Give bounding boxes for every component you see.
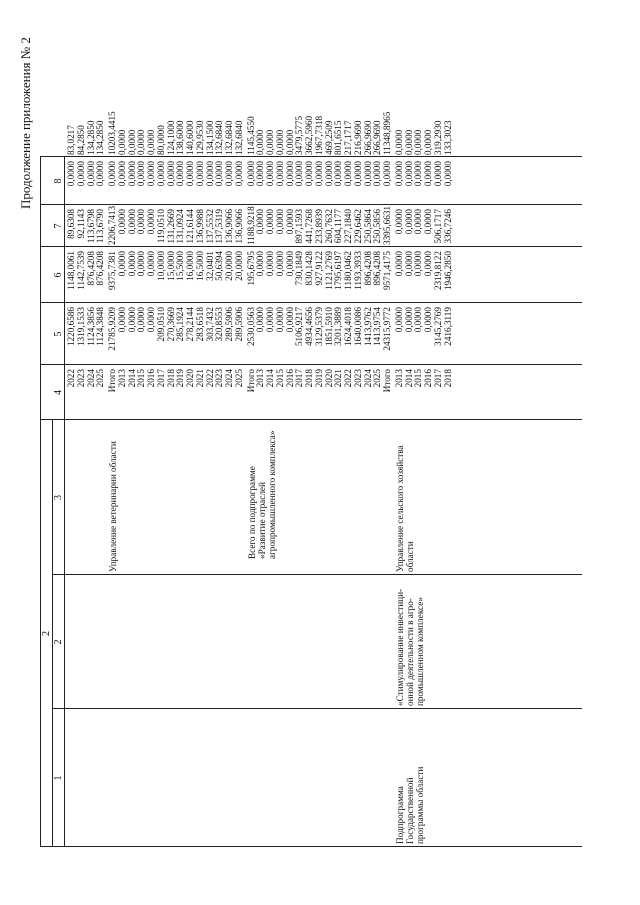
value-cell: 0,0000 bbox=[265, 161, 275, 187]
value-cell: 0,0000 bbox=[393, 307, 404, 333]
value-cell: 137,5319 bbox=[214, 209, 225, 244]
value-cell: 0,0000 bbox=[294, 161, 305, 187]
value-cell: 0,0000 bbox=[265, 209, 275, 235]
column-border bbox=[40, 156, 582, 157]
year-cell: 2016 bbox=[423, 369, 433, 388]
value-cell: 0,0000 bbox=[413, 307, 424, 333]
value-cell: 0,0000 bbox=[274, 129, 285, 155]
value-cell: 730,1849 bbox=[294, 251, 305, 286]
value-cell: 0,0000 bbox=[403, 251, 414, 277]
value-cell: 0,0000 bbox=[146, 161, 156, 187]
value-cell: 50,6394 bbox=[214, 251, 225, 281]
value-cell: 506,1717 bbox=[432, 209, 443, 244]
value-cell: 2206,7413 bbox=[107, 205, 117, 245]
value-cell: 927,9122 bbox=[313, 251, 324, 286]
value-cell: 260,7632 bbox=[323, 209, 334, 244]
column-number: 1 bbox=[53, 775, 64, 781]
value-cell: 0,0000 bbox=[423, 129, 433, 155]
value-cell: 0,0000 bbox=[423, 161, 433, 187]
value-cell: 0,0000 bbox=[255, 251, 266, 277]
value-cell: 217,1717 bbox=[343, 120, 353, 155]
value-cell: 1967,7318 bbox=[313, 115, 324, 155]
year-cell: 2017 bbox=[432, 369, 443, 388]
value-cell: 0,0000 bbox=[403, 161, 414, 187]
column-number: 2 bbox=[53, 639, 64, 645]
value-cell: 0,0000 bbox=[175, 161, 186, 187]
value-cell: 3129,5379 bbox=[313, 307, 324, 347]
column-border bbox=[40, 364, 582, 365]
subprogram-name: онной деятельности в агро- bbox=[404, 598, 415, 706]
value-cell: 0,0000 bbox=[136, 161, 147, 187]
executor-name: «Развитие отраслей bbox=[256, 482, 267, 559]
appendix-title: Продолжение приложения № 2 bbox=[18, 37, 33, 209]
value-cell: 0,0000 bbox=[403, 307, 414, 333]
column-border bbox=[40, 419, 582, 420]
value-cell: 1121,2769 bbox=[323, 251, 334, 290]
year-cell: 2013 bbox=[393, 369, 404, 388]
value-cell: 0,0000 bbox=[116, 307, 127, 333]
value-cell: 1142,7539 bbox=[75, 251, 86, 290]
value-cell: 250,5864 bbox=[362, 209, 373, 244]
executor-name: агропромышленного комплекса» bbox=[266, 430, 277, 559]
value-cell: 0,0000 bbox=[214, 161, 225, 187]
value-cell: 0,0000 bbox=[155, 161, 166, 187]
value-cell: 132,6840 bbox=[233, 120, 244, 155]
value-cell: 0,0000 bbox=[393, 251, 404, 277]
value-cell: 3395,6631 bbox=[382, 205, 392, 245]
value-cell: 21785,9209 bbox=[107, 307, 117, 351]
value-cell: 0,0000 bbox=[442, 161, 453, 187]
value-cell: 195,6795 bbox=[245, 251, 256, 286]
value-cell: 92,1143 bbox=[75, 209, 86, 239]
year-cell: 2024 bbox=[85, 369, 96, 388]
value-cell: 131,0924 bbox=[175, 209, 186, 244]
value-cell: 1180,0462 bbox=[343, 251, 353, 290]
value-cell: 1145,4550 bbox=[245, 116, 256, 155]
value-cell: 24315,9772 bbox=[382, 307, 392, 351]
year-cell: 2018 bbox=[165, 369, 176, 388]
value-cell: 604,1177 bbox=[333, 209, 344, 244]
year-cell: 2019 bbox=[313, 369, 324, 388]
value-cell: 16,0000 bbox=[185, 251, 195, 281]
value-cell: 0,0000 bbox=[146, 307, 156, 333]
year-cell: 2014 bbox=[126, 369, 137, 388]
value-cell: 0,0000 bbox=[274, 209, 285, 235]
column-number: 3 bbox=[53, 495, 64, 500]
value-cell: 0,0000 bbox=[274, 251, 285, 277]
value-cell: 1148,0061 bbox=[66, 251, 76, 290]
value-cell: 0,0000 bbox=[204, 161, 215, 187]
value-cell: 4934,4656 bbox=[304, 307, 314, 347]
value-cell: 896,4208 bbox=[372, 251, 383, 286]
value-cell: 0,0000 bbox=[136, 129, 147, 155]
value-cell: 0,0000 bbox=[255, 161, 266, 187]
value-cell: 0,0000 bbox=[304, 161, 314, 187]
value-cell: 1188,9218 bbox=[245, 206, 256, 245]
header-bottom-border bbox=[64, 157, 65, 847]
value-cell: 3145,2769 bbox=[432, 307, 443, 347]
value-cell: 129,9530 bbox=[194, 120, 205, 155]
value-cell: 0,0000 bbox=[372, 161, 383, 187]
value-cell: 134,2850 bbox=[85, 120, 96, 155]
value-cell: 0,0000 bbox=[255, 129, 266, 155]
year-cell: 2016 bbox=[146, 369, 156, 388]
value-cell: 9375,7381 bbox=[107, 251, 117, 291]
value-cell: 303,7432 bbox=[204, 307, 215, 342]
value-cell: 136,9066 bbox=[224, 209, 234, 244]
value-cell: 1220,6586 bbox=[66, 307, 76, 347]
value-cell: 9571,4175 bbox=[382, 251, 392, 291]
value-cell: 11348,8965 bbox=[382, 111, 392, 155]
column-border bbox=[40, 302, 582, 303]
value-cell: 227,1840 bbox=[343, 209, 353, 244]
value-cell: 0,0000 bbox=[362, 161, 373, 187]
value-cell: 283,6518 bbox=[194, 307, 205, 342]
value-cell: 0,0000 bbox=[116, 251, 127, 277]
value-cell: 0,0000 bbox=[85, 161, 96, 187]
column-border bbox=[40, 204, 582, 205]
value-cell: 0,0000 bbox=[423, 251, 433, 277]
year-cell: 2019 bbox=[175, 369, 186, 388]
value-cell: 319,2930 bbox=[432, 120, 443, 155]
value-cell: 469,2509 bbox=[323, 120, 334, 155]
year-cell: 2024 bbox=[224, 369, 234, 388]
value-cell: 336,7246 bbox=[442, 209, 453, 244]
value-cell: 266,9690 bbox=[362, 120, 373, 155]
column-border bbox=[40, 846, 582, 847]
value-cell: 0,0000 bbox=[343, 161, 353, 187]
value-cell: 320,8553 bbox=[214, 307, 225, 342]
year-cell: 2024 bbox=[362, 369, 373, 388]
value-cell: 136,9066 bbox=[233, 209, 244, 244]
value-cell: 133,3023 bbox=[442, 120, 453, 155]
executor-name: Всего по подпрограмме bbox=[246, 466, 257, 559]
value-cell: 0,0000 bbox=[382, 161, 392, 187]
value-cell: 0,0000 bbox=[323, 161, 334, 187]
value-cell: 0,0000 bbox=[95, 161, 106, 187]
value-cell: 138,6000 bbox=[175, 120, 186, 155]
value-cell: 0,0000 bbox=[265, 251, 275, 277]
value-cell: 0,0000 bbox=[265, 307, 275, 333]
value-cell: 2530,0563 bbox=[245, 307, 256, 347]
year-cell: 2017 bbox=[155, 369, 166, 388]
value-cell: 0,0000 bbox=[165, 161, 176, 187]
value-cell: 1624,4018 bbox=[343, 307, 353, 347]
value-cell: 0,0000 bbox=[66, 161, 76, 187]
value-cell: 0,0000 bbox=[255, 307, 266, 333]
year-cell: 2023 bbox=[352, 369, 363, 388]
year-cell: 2018 bbox=[442, 369, 453, 388]
value-cell: 278,2144 bbox=[185, 307, 195, 342]
value-cell: 266,9690 bbox=[372, 120, 383, 155]
year-cell: 2016 bbox=[284, 369, 295, 388]
value-cell: 876,4208 bbox=[85, 251, 96, 286]
value-cell: 0,0000 bbox=[126, 307, 137, 333]
value-cell: 119,0510 bbox=[155, 209, 166, 244]
value-cell: 20,0000 bbox=[224, 251, 234, 281]
value-cell: 229,6462 bbox=[352, 209, 363, 244]
value-cell: 0,0000 bbox=[393, 209, 404, 235]
column-number: 6 bbox=[53, 272, 64, 278]
value-cell: 3479,5775 bbox=[294, 115, 305, 155]
year-cell: 2020 bbox=[323, 369, 334, 388]
value-cell: 0,0000 bbox=[393, 161, 404, 187]
year-cell: 2021 bbox=[333, 369, 344, 388]
value-cell: 134,1500 bbox=[204, 120, 215, 155]
value-cell: 131,2669 bbox=[165, 209, 176, 244]
value-cell: 2319,8122 bbox=[432, 251, 443, 291]
value-cell: 0,0000 bbox=[146, 129, 156, 155]
value-cell: 0,0000 bbox=[116, 209, 127, 235]
value-cell: 209,0510 bbox=[155, 307, 166, 342]
year-cell: 2022 bbox=[204, 369, 215, 388]
value-cell: 132,6840 bbox=[224, 120, 234, 155]
value-cell: 0,0000 bbox=[146, 251, 156, 277]
value-cell: 0,0000 bbox=[245, 161, 256, 187]
value-cell: 0,0000 bbox=[284, 251, 295, 277]
value-cell: 0,0000 bbox=[403, 209, 414, 235]
value-cell: 0,0000 bbox=[107, 161, 117, 187]
value-cell: 0,0000 bbox=[136, 251, 147, 277]
value-cell: 132,6840 bbox=[214, 120, 225, 155]
value-cell: 113,6790 bbox=[95, 209, 106, 244]
value-cell: 0,0000 bbox=[194, 161, 205, 187]
value-cell: 1193,3933 bbox=[352, 251, 363, 290]
value-cell: 3662,5960 bbox=[304, 115, 314, 155]
value-cell: 285,1924 bbox=[175, 307, 186, 342]
value-cell: 0,0000 bbox=[224, 161, 234, 187]
value-cell: 0,0000 bbox=[432, 161, 443, 187]
year-cell: Итого bbox=[382, 369, 392, 393]
column-number: 5 bbox=[53, 331, 64, 337]
year-cell: 2025 bbox=[372, 369, 383, 388]
value-cell: 0,0000 bbox=[284, 209, 295, 235]
value-cell: 0,0000 bbox=[423, 307, 433, 333]
value-cell: 16,5000 bbox=[194, 251, 205, 281]
value-cell: 84,2850 bbox=[75, 125, 86, 155]
year-cell: 2025 bbox=[95, 369, 106, 388]
value-cell: 134,2850 bbox=[95, 120, 106, 155]
column-number: 8 bbox=[53, 178, 64, 184]
value-cell: 3201,3889 bbox=[333, 307, 344, 347]
value-cell: 289,5906 bbox=[233, 307, 244, 342]
value-cell: 0,0000 bbox=[185, 161, 195, 187]
program-name: программы области bbox=[414, 766, 425, 844]
value-cell: 216,9690 bbox=[352, 120, 363, 155]
year-cell: 2022 bbox=[343, 369, 353, 388]
value-cell: 801,6515 bbox=[333, 120, 344, 155]
value-cell: 0,0000 bbox=[413, 209, 424, 235]
value-cell: 0,0000 bbox=[333, 161, 344, 187]
value-cell: 0,0000 bbox=[413, 129, 424, 155]
year-cell: 2014 bbox=[403, 369, 414, 388]
year-cell: 2022 bbox=[66, 369, 76, 388]
value-cell: 0,0000 bbox=[233, 161, 244, 187]
value-cell: 140,6000 bbox=[185, 120, 195, 155]
value-cell: 124,1000 bbox=[165, 120, 176, 155]
value-cell: 0,0000 bbox=[413, 161, 424, 187]
year-cell: 2021 bbox=[194, 369, 205, 388]
value-cell: 0,0000 bbox=[136, 307, 147, 333]
value-cell: 0,0000 bbox=[265, 129, 275, 155]
value-cell: 0,0000 bbox=[126, 209, 137, 235]
header-merged-label: 2 bbox=[41, 631, 52, 636]
value-cell: 0,0000 bbox=[116, 129, 127, 155]
value-cell: 1640,0086 bbox=[352, 307, 363, 347]
value-cell: 0,0000 bbox=[255, 209, 266, 235]
value-cell: 0,0000 bbox=[274, 161, 285, 187]
value-cell: 0,0000 bbox=[284, 161, 295, 187]
value-cell: 15,0000 bbox=[165, 251, 176, 281]
value-cell: 0,0000 bbox=[274, 307, 285, 333]
program-name: Государственной bbox=[404, 777, 415, 844]
year-cell: 2018 bbox=[304, 369, 314, 388]
column-number: 7 bbox=[53, 223, 64, 229]
year-cell: Итого bbox=[245, 369, 256, 393]
value-cell: 0,0000 bbox=[423, 209, 433, 235]
executor-name: Управление ветеринарии области bbox=[108, 441, 118, 572]
value-cell: 10203,4415 bbox=[107, 111, 117, 155]
column-border bbox=[52, 574, 582, 575]
year-cell: 2014 bbox=[265, 369, 275, 388]
value-cell: 15,5000 bbox=[175, 251, 186, 281]
value-cell: 0,0000 bbox=[136, 209, 147, 235]
year-cell: 2023 bbox=[214, 369, 225, 388]
executor-name: области bbox=[404, 541, 415, 572]
subprogram-name: промышленном комплексе» bbox=[414, 597, 425, 706]
value-cell: 80,0000 bbox=[155, 125, 166, 155]
value-cell: 20,0000 bbox=[233, 251, 244, 281]
year-cell: 2013 bbox=[255, 369, 266, 388]
value-cell: 250,5856 bbox=[372, 209, 383, 244]
value-cell: 896,4208 bbox=[362, 251, 373, 286]
value-cell: 0,0000 bbox=[146, 209, 156, 235]
year-cell: Итого bbox=[107, 369, 117, 393]
year-cell: 2015 bbox=[413, 369, 424, 388]
value-cell: 121,6144 bbox=[185, 209, 195, 244]
value-cell: 0,0000 bbox=[126, 251, 137, 277]
value-cell: 897,1593 bbox=[294, 209, 305, 244]
value-cell: 5106,9217 bbox=[294, 307, 305, 347]
value-cell: 89,6308 bbox=[66, 209, 76, 239]
subprogram-name: «Стимулирование инвестици- bbox=[394, 588, 405, 706]
value-cell: 0,0000 bbox=[116, 161, 127, 187]
value-cell: 113,6798 bbox=[85, 209, 96, 244]
program-name: Подпрограмма bbox=[394, 786, 405, 844]
value-cell: 1946,2850 bbox=[442, 251, 453, 291]
value-cell: 10,0000 bbox=[155, 251, 166, 281]
value-cell: 137,5532 bbox=[204, 209, 215, 244]
value-cell: 0,0000 bbox=[413, 251, 424, 277]
value-cell: 136,9988 bbox=[194, 209, 205, 244]
value-cell: 0,0000 bbox=[126, 161, 137, 187]
value-cell: 830,1428 bbox=[304, 251, 314, 286]
year-cell: 2025 bbox=[233, 369, 244, 388]
value-cell: 1124,3848 bbox=[95, 307, 106, 346]
column-number: 4 bbox=[53, 390, 64, 395]
value-cell: 0,0000 bbox=[284, 129, 295, 155]
value-cell: 32,0401 bbox=[204, 251, 215, 281]
column-border bbox=[52, 708, 582, 709]
value-cell: 1413,9762 bbox=[362, 307, 373, 347]
value-cell: 270,3669 bbox=[165, 307, 176, 342]
year-cell: 2013 bbox=[116, 369, 127, 388]
executor-name: Управление сельского хозяйства bbox=[394, 445, 405, 572]
column-border bbox=[40, 246, 582, 247]
value-cell: 0,0000 bbox=[403, 129, 414, 155]
value-cell: 876,4208 bbox=[95, 251, 106, 286]
value-cell: 0,0000 bbox=[284, 307, 295, 333]
value-cell: 0,0000 bbox=[393, 129, 404, 155]
year-cell: 2015 bbox=[136, 369, 147, 388]
value-cell: 0,0000 bbox=[126, 129, 137, 155]
value-cell: 0,0000 bbox=[313, 161, 324, 187]
value-cell: 1795,6197 bbox=[333, 251, 344, 291]
value-cell: 1851,5910 bbox=[323, 307, 334, 347]
year-cell: 2023 bbox=[75, 369, 86, 388]
value-cell: 441,7268 bbox=[304, 209, 314, 244]
value-cell: 289,5906 bbox=[224, 307, 234, 342]
year-cell: 2020 bbox=[185, 369, 195, 388]
value-cell: 1124,3856 bbox=[85, 307, 96, 346]
year-cell: 2017 bbox=[294, 369, 305, 388]
value-cell: 1319,1533 bbox=[75, 307, 86, 347]
value-cell: 233,8939 bbox=[313, 209, 324, 244]
value-cell: 2416,3119 bbox=[442, 307, 453, 346]
year-cell: 2015 bbox=[274, 369, 285, 388]
value-cell: 0,0000 bbox=[75, 161, 86, 187]
value-cell: 83,0217 bbox=[66, 125, 76, 155]
value-cell: 1413,9754 bbox=[372, 307, 383, 347]
value-cell: 0,0000 bbox=[352, 161, 363, 187]
